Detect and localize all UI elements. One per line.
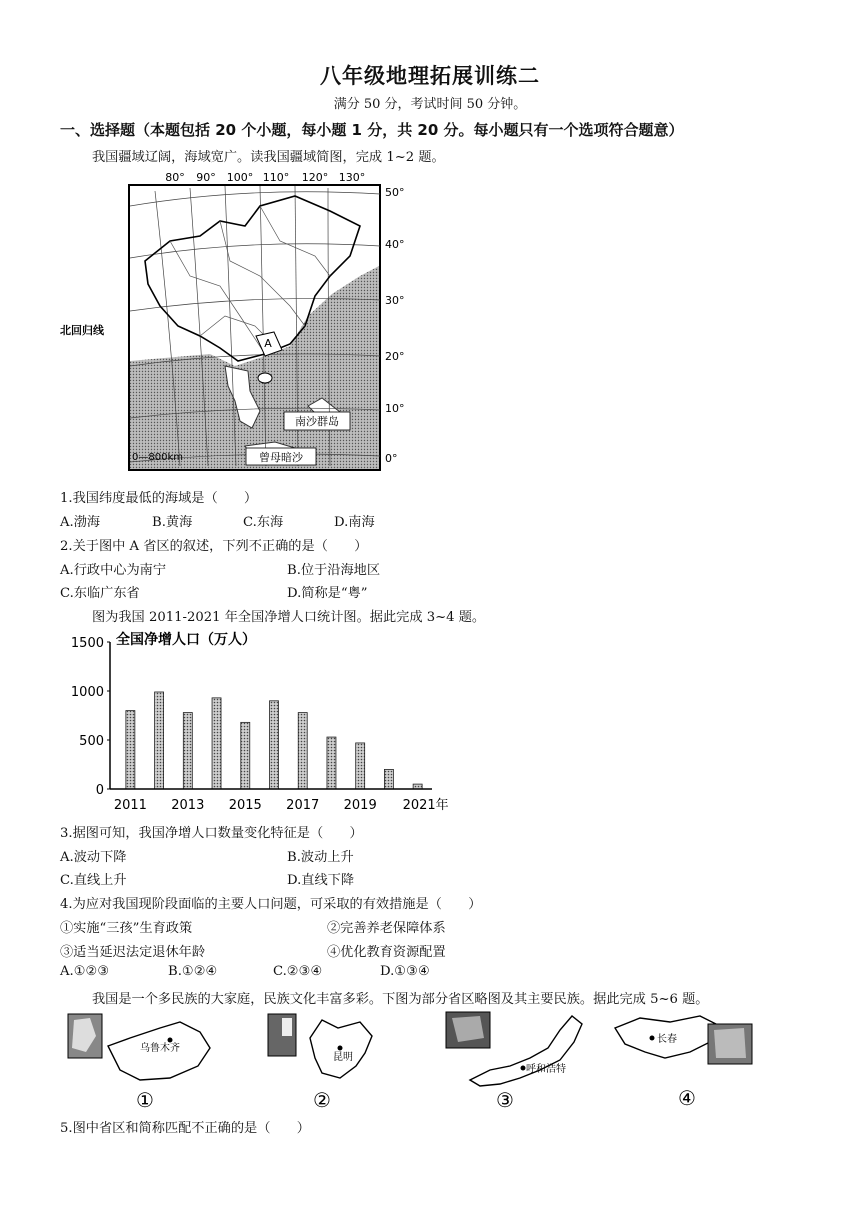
x-tick-label: 2013 [171, 798, 205, 813]
city-label-2: 昆明 [333, 1052, 353, 1063]
china-territory-map [60, 166, 420, 478]
q4-item-4: ④优化教育资源配置 [327, 945, 446, 960]
bar-2015 [241, 722, 250, 789]
bar-2014 [212, 698, 221, 789]
x-tick-label: 2015 [228, 798, 262, 813]
province-number-2: ② [313, 1088, 331, 1112]
q2-option-b[interactable]: B.位于沿海地区 [287, 563, 381, 578]
y-tick-label: 0 [95, 783, 104, 798]
province-map-4 [615, 1016, 752, 1110]
section-heading: 一、选择题（本题包括 20 个小题，每小题 1 分，共 20 分。每小题只有一个选项符合题意） [60, 121, 684, 139]
y-tick-label: 500 [79, 734, 104, 749]
q1-option-b[interactable]: B.黄海 [152, 515, 193, 530]
bar-2019 [356, 743, 365, 789]
map-scale: 0—800km [132, 452, 183, 463]
exam-info: 满分 50 分，考试时间 50 分钟。 [333, 97, 527, 112]
province-maps [60, 1008, 780, 1112]
x-tick-label: 2021年 [402, 798, 449, 813]
q3-option-a[interactable]: A.波动下降 [60, 850, 127, 865]
lat-label: 0° [385, 452, 398, 465]
q3-option-d[interactable]: D.直线下降 [287, 873, 355, 888]
page-title: 八年级地理拓展训练二 [320, 64, 540, 88]
bar-2011 [126, 711, 135, 789]
hainan-island [258, 373, 272, 383]
lon-label: 120° [301, 171, 329, 184]
intro-q5-6: 我国是一个多民族的大家庭，民族文化丰富多彩。下图为部分省区略图及其主要民族。据此完成 5~6 题。 [92, 992, 709, 1007]
q5-stem: 5.图中省区和简称匹配不正确的是（ ） [60, 1121, 310, 1136]
x-tick-label: 2019 [343, 798, 377, 813]
q3-option-b[interactable]: B.波动上升 [287, 850, 354, 865]
bar-2018 [327, 737, 336, 789]
q2-option-d[interactable]: D.简称是“粤” [287, 586, 368, 601]
zengmu-label: 曾母暗沙 [259, 451, 303, 464]
q4-item-1: ①实施“三孩”生育政策 [60, 921, 193, 936]
q3-stem: 3.据图可知，我国净增人口数量变化特征是（ ） [60, 826, 363, 841]
province-map-3 [446, 1012, 582, 1112]
y-tick-label: 1500 [70, 636, 104, 651]
q1-option-d[interactable]: D.南海 [334, 515, 375, 530]
bar-2017 [298, 713, 307, 789]
bar-2012 [155, 692, 164, 789]
city-label-1: 乌鲁木齐 [140, 1043, 180, 1054]
q4-item-2: ②完善养老保障体系 [327, 921, 446, 936]
bar-2020 [384, 769, 393, 789]
q1-stem: 1.我国纬度最低的海域是（ ） [60, 491, 258, 506]
q3-option-c[interactable]: C.直线上升 [60, 873, 127, 888]
province-map-2 [268, 1014, 372, 1112]
chart-title: 全国净增人口（万人） [116, 632, 256, 648]
lon-label: 90° [196, 171, 216, 184]
y-tick-label: 1000 [70, 685, 104, 700]
lat-label: 40° [385, 238, 405, 251]
lat-label: 30° [385, 294, 405, 307]
province-number-1: ① [136, 1088, 154, 1112]
q1-option-a[interactable]: A.渤海 [60, 515, 101, 530]
province-number-3: ③ [496, 1088, 514, 1112]
q4-option-a[interactable]: A.①②③ [60, 964, 110, 979]
province-number-4: ④ [678, 1086, 696, 1110]
lat-label: 50° [385, 186, 405, 199]
lon-label: 80° [165, 171, 185, 184]
q2-option-c[interactable]: C.东临广东省 [60, 586, 140, 601]
population-chart [60, 626, 460, 816]
q4-option-b[interactable]: B.①②④ [168, 964, 218, 979]
q4-option-c[interactable]: C.②③④ [273, 964, 323, 979]
q4-item-3: ③适当延迟法定退休年龄 [60, 945, 206, 960]
x-tick-label: 2011 [113, 798, 147, 813]
q4-option-d[interactable]: D.①③④ [380, 964, 430, 979]
province-map-1 [68, 1014, 210, 1112]
lon-label: 110° [262, 171, 290, 184]
lon-label: 130° [338, 171, 366, 184]
intro-q3-4: 图为我国 2011-2021 年全国净增人口统计图。据此完成 3~4 题。 [92, 610, 486, 625]
q4-stem: 4.为应对我国现阶段面临的主要人口问题，可采取的有效措施是（ ） [60, 897, 482, 912]
city-label-4: 长春 [657, 1034, 677, 1045]
lon-label: 100° [226, 171, 254, 184]
x-tick-label: 2017 [286, 798, 320, 813]
nansha-label: 南沙群岛 [295, 415, 339, 428]
q2-option-a[interactable]: A.行政中心为南宁 [60, 563, 167, 578]
lat-label: 10° [385, 402, 405, 415]
province-a-label: A [264, 337, 272, 350]
bar-2016 [270, 701, 279, 789]
q1-option-c[interactable]: C.东海 [243, 515, 284, 530]
tropic-label: 北回归线 [60, 324, 104, 337]
city-label-3: 呼和浩特 [526, 1064, 566, 1075]
intro-q1-2: 我国疆域辽阔，海域宽广。读我国疆域简图，完成 1~2 题。 [92, 150, 445, 165]
q2-stem: 2.关于图中 A 省区的叙述，下列不正确的是（ ） [60, 539, 368, 554]
lat-label: 20° [385, 350, 405, 363]
bar-2013 [183, 713, 192, 789]
